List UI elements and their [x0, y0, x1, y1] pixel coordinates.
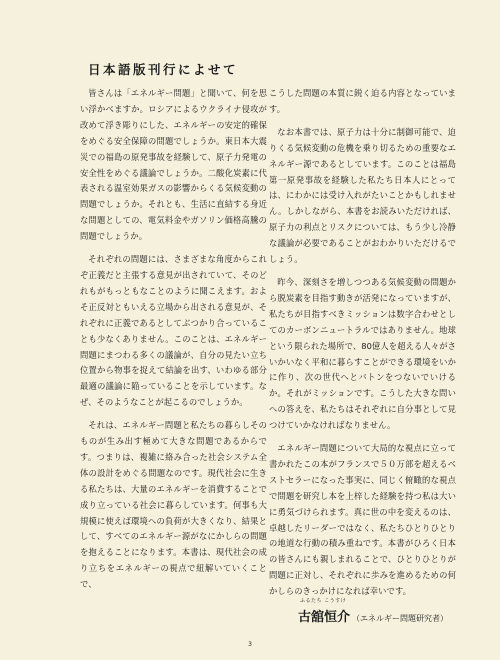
paragraph: 皆さんは「エネルギー問題」と聞いて、何を思い浮かべますか。ロシアによるウクライナ侵攻が改めて浮き彫りにした、エネルギーの安定的確保をめぐる安全保障の問題でしょうか。東日本大震災での福島の原発事故を経験して、原子力発電の安全性をめぐる議論でしょうか。二酸化炭素に代表される温室効果ガスの影響からくる気候変動の問題でしょうか。それとも、生活に直結する身近な問題としての、電気料金やガソリン価格高騰の問題でしょうか。	[80, 88, 267, 242]
page-title: 日本語版刊行によせて	[88, 62, 239, 77]
author-name: 古舘恒介	[298, 610, 351, 625]
paragraph: エネルギー問題について大局的な視点に立って書かれたこの本がフランスで５０万部を超えるベストセラーになった事実に、同じく俯瞰的な視点で問題を研究し本を上梓した経験を持つ私は大いに勇気づけられます。真に世の中を変えるのは、卓越したリーダーではなく、私たちひとりひとりの地道な行動の積み重ねです。本書がひろく日本の皆さんにも親しまれることで、ひとりひとりが問題に正対し、それぞれに歩みを進めるための何かしらのきっかけになれば幸いです。	[269, 443, 456, 597]
left-column	[80, 86, 267, 600]
paragraph: 昨今、深刻さを増しつつある気候変動の問題から脱炭素を目指す動きが活発になっていますが、私たちが目指すべきミッションは数字合わせとしてのカーボンニュートラルではありません。地球という限られた場所で、80億人を超える人々がさいかいなく平和に暮らすことができる環境をいかに作り、次の世代へとバトンをつないでいけるか。それがミッションです。こうした大きな問いへの答えを、私たちはそれぞれに自分事として見つけていかなければなりません。	[269, 276, 456, 431]
paragraph: こうした問題の本質に鋭く迫る内容となっています。	[269, 88, 456, 114]
paragraph: なお本書では、原子力は十分に制御可能で、迫りくる気候変動の危機を乗り切るための重要なエネルギー源であるとしています。このことは福島第一原発事故を経験した私たち日本人にとっては、にわかには受け入れがたいことかもしれません。しかしながら、本書をお読みいただければ、原子力の利点とリスクについては、もう少し冷静な議論が必要であることがおわかりいただけるでしょう。	[269, 126, 456, 265]
author-signature	[298, 598, 449, 625]
author-affiliation: （エネルギー問題研究者）	[352, 614, 449, 623]
paragraph: それは、エネルギー問題と私たちの暮らしそのものが生み出す極めて大きな問題であるからです。つまりは、複雑に絡み合った社会システム全体の設計をめぐる問題なのです。現代社会に生きる私たちは、大量のエネルギーを消費することで成り立っている社会に暮らしています。何事も大規模に使えば環境への負荷が大きくなり、結果として、すべてのエネルギー源がなにかしらの問題を抱えることになります。本書は、現代社会の成り立ちをエネルギーの視点で紐解いていくことで、	[80, 420, 267, 590]
page-number: 3	[248, 641, 252, 648]
paragraph: それぞれの問題には、さまざまな角度からこれぞ正義だと主張する意見が出されていて、そのどれもがもっともなことのように聞こえます。およそ正反対ともいえる立場から出される意見が、それぞれに正義であるとしてぶつかり合っていることも少なくありません。このことは、エネルギー問題にまつわる多くの議論が、自分の見たい立ち位置から物事を捉えて結論を出す、いわゆる部分最適の議論に陥っていることを示しています。なぜ、そのようなことが起こるのでしょうか。	[80, 254, 267, 408]
author-name-reading: ふるたち こうすけ	[300, 598, 347, 604]
right-column	[269, 86, 456, 607]
